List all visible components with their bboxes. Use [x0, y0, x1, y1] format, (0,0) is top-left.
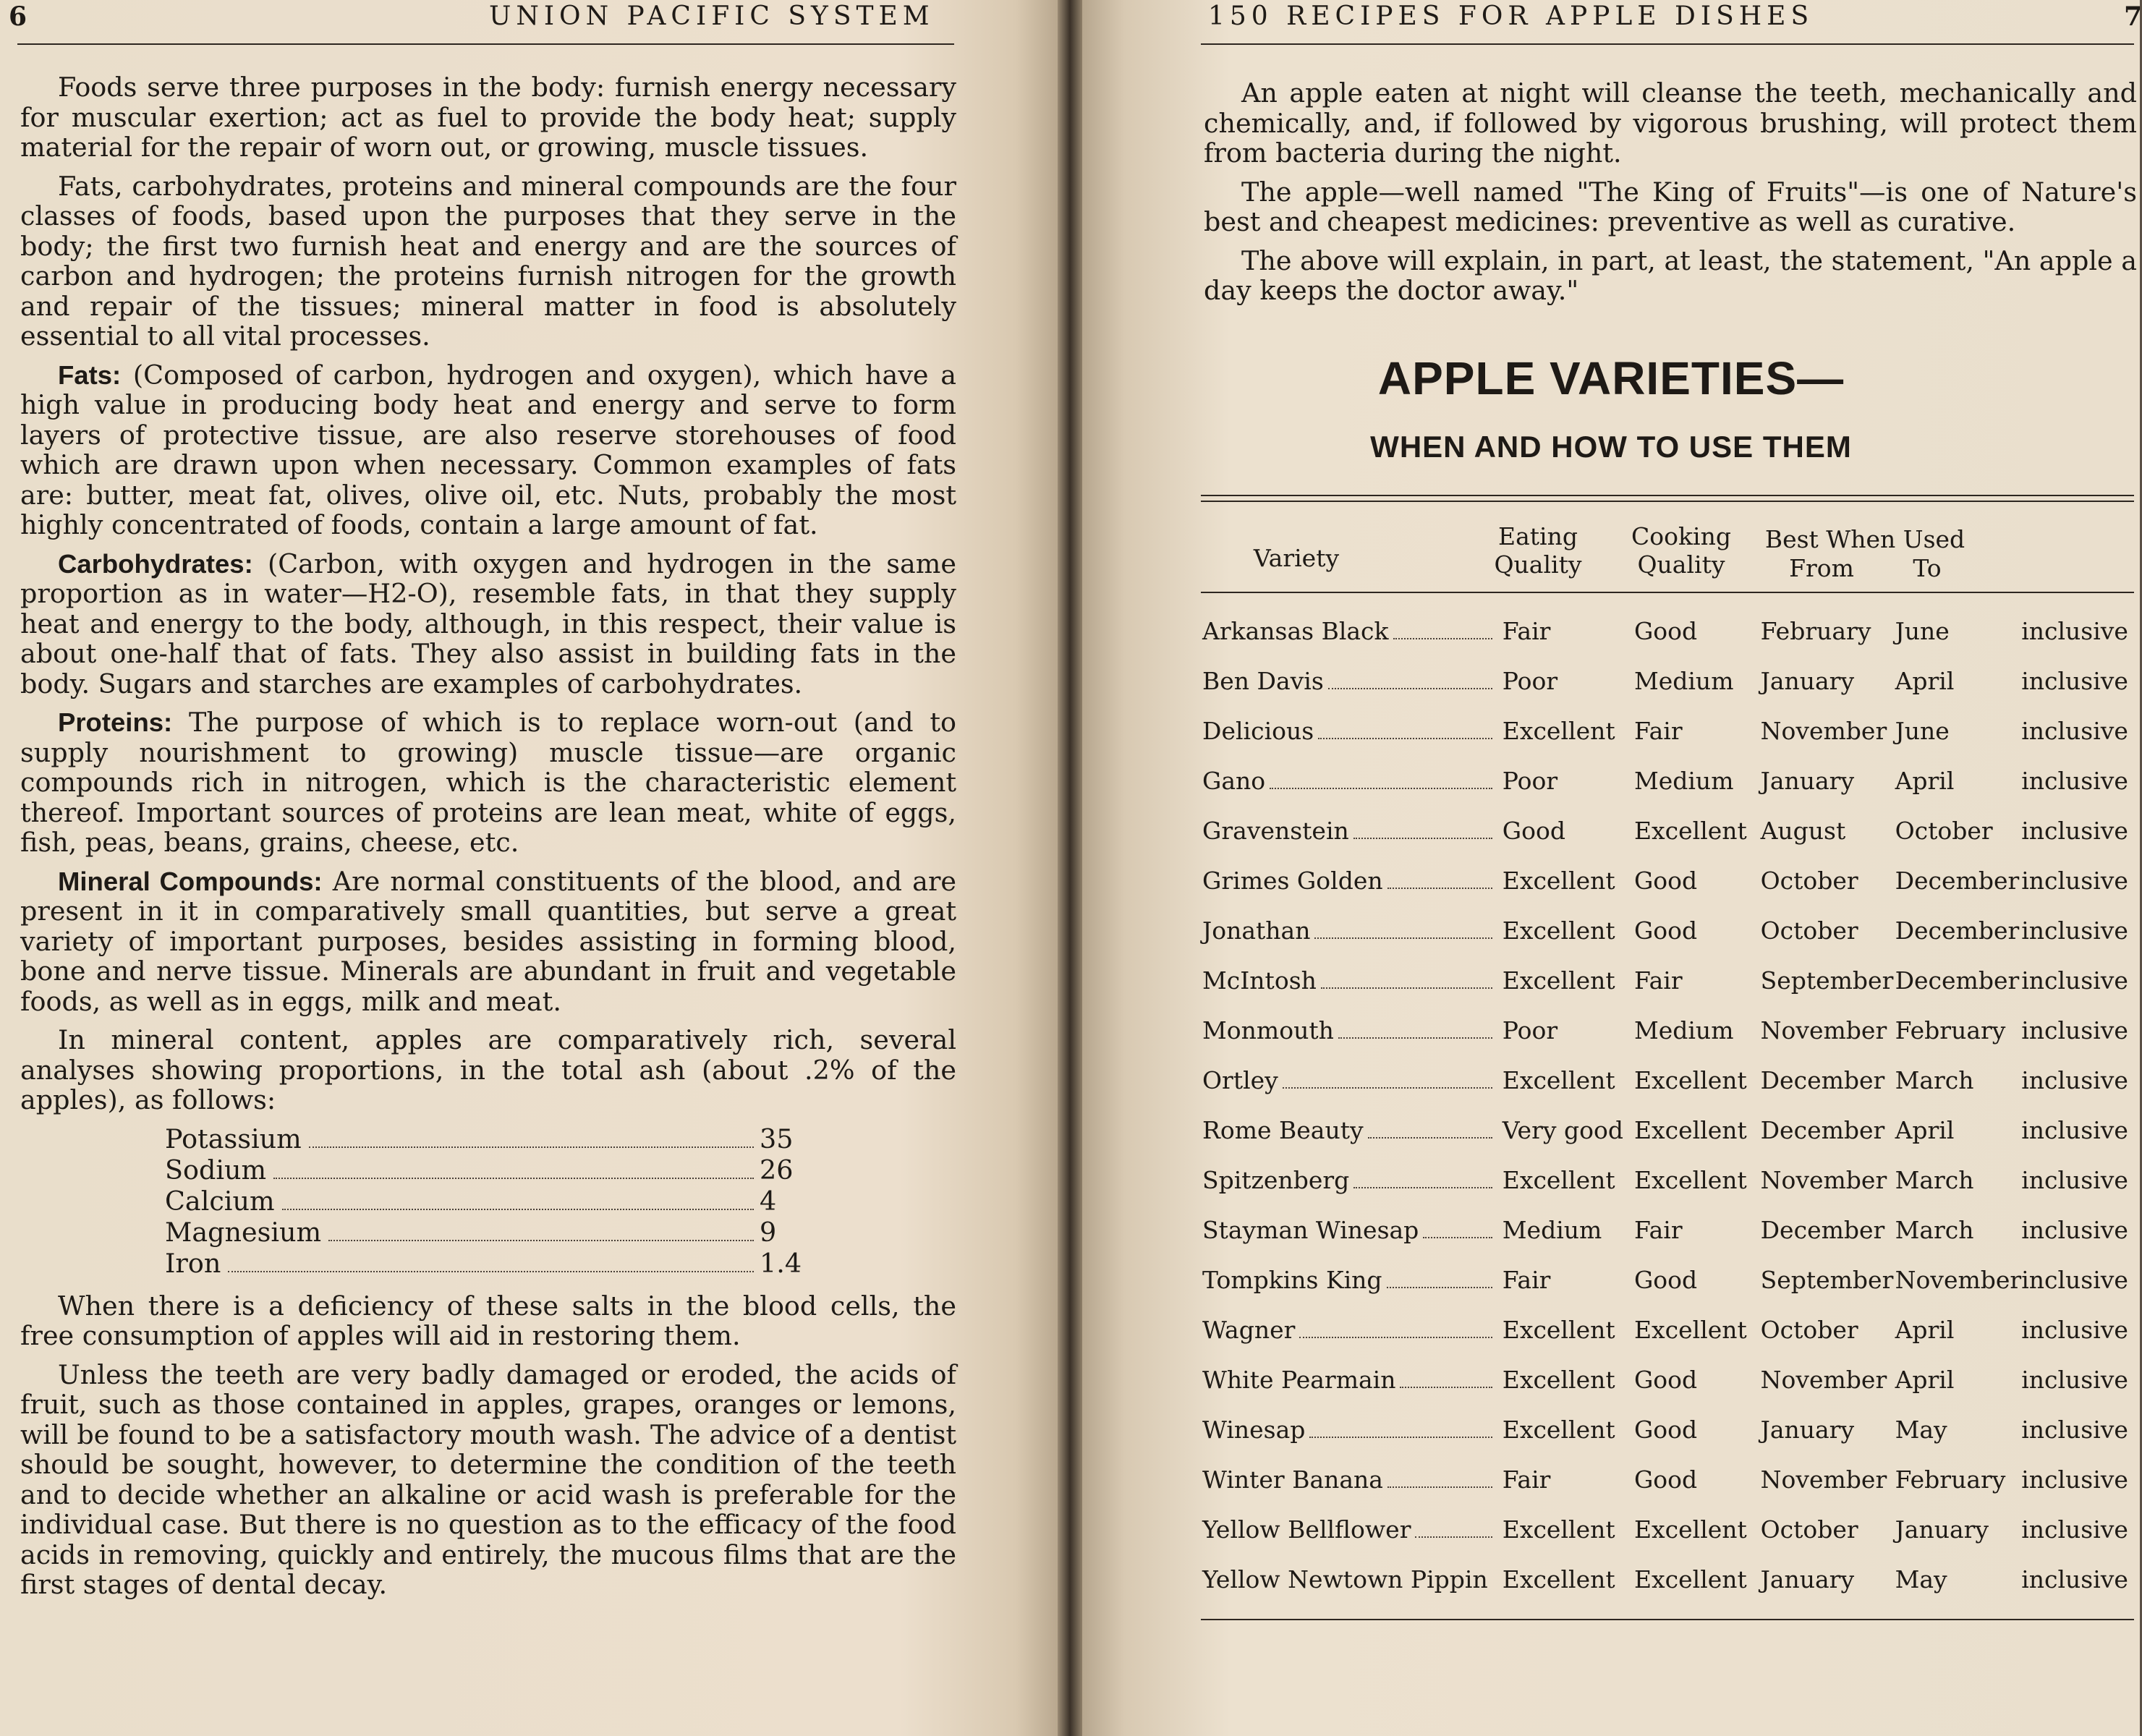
variety-cell [1202, 1554, 1503, 1604]
cooking-quality-cell: Good [1633, 1465, 1698, 1494]
right-page [1082, 0, 2140, 1736]
table-row [1202, 1455, 2128, 1505]
to-month-cell: April [1895, 1316, 1955, 1344]
variety-label [1202, 966, 1503, 995]
cooking-quality-cell: Excellent [1633, 1066, 1747, 1094]
variety-label [1202, 1216, 1503, 1245]
header-from: From [1789, 554, 1854, 582]
variety-name: Winesap [1202, 1415, 1306, 1444]
to-month-cell: April [1895, 667, 1955, 695]
from-month-cell: November [1760, 1366, 1887, 1394]
leader-dots [1309, 1437, 1492, 1438]
mineral-row [165, 1217, 816, 1248]
deficiency-paragraph: When there is a deficiency of these salts in the blood cells, the free consumption of apples will aid in restoring them. [20, 1290, 956, 1351]
header-best-when-used: Best When Used [1764, 525, 1965, 553]
cooking-quality-cell: Medium [1633, 767, 1734, 795]
eating-quality-cell: Excellent [1502, 1515, 1615, 1544]
leader-dots [328, 1240, 754, 1241]
cooking-quality-cell: Excellent [1633, 1316, 1747, 1344]
variety-cell [1202, 1055, 1503, 1105]
inclusive-cell: inclusive [2021, 1066, 2128, 1094]
mineral-content-paragraph: In mineral content, apples are comparatively rich, several analyses showing proportions, in the total ash (about .2% of the apples), as follows: [20, 1024, 956, 1115]
variety-label [1202, 617, 1503, 646]
teeth-paragraph: Unless the teeth are very badly damaged or eroded, the acids of fruit, such as those contained in apples, grapes, oranges or lemons, will be found to be a satisfactory mouth wash. The advice of a dentist should be sought, however, to determine the condition of the teeth and to decide whether an alkaline or acid wash is preferable for the individual case. But there is no question as to the efficacy of the food acids in removing, quickly and entirely, the mucous films that are the first stages of dental decay. [20, 1358, 956, 1600]
variety-name: Ortley [1202, 1065, 1278, 1094]
apple-varieties-table [1202, 606, 2128, 1604]
inclusive-cell: inclusive [2021, 1016, 2128, 1044]
cooking-quality-cell: Excellent [1633, 1565, 1747, 1594]
carbohydrates-text: (Carbon, with oxygen and hydrogen in the same proportion as in water—H2-O), resemble fats, in that they supply heat and energy to the body, although, in this respect, their value is about one-half that of fats. They also assist in building fats in the body. Sugars and starches are examples of carbohydrates. [20, 548, 956, 699]
from-month-cell: January [1760, 767, 1855, 795]
variety-label [1202, 867, 1503, 895]
from-month-cell: December [1760, 1216, 1885, 1244]
eating-quality-cell: Poor [1502, 667, 1558, 695]
leader-dots [282, 1209, 754, 1210]
variety-cell [1202, 1305, 1503, 1355]
leader-dots [1400, 1387, 1492, 1388]
leader-dots [309, 1146, 754, 1148]
table-row [1202, 1155, 2128, 1205]
variety-cell [1202, 656, 1503, 706]
to-month-cell: May [1895, 1416, 1947, 1444]
variety-cell [1202, 956, 1503, 1005]
inclusive-cell: inclusive [2021, 1116, 2128, 1144]
inclusive-cell: inclusive [2021, 1316, 2128, 1344]
from-month-cell: January [1760, 1565, 1855, 1594]
mineral-value: 4 [760, 1185, 777, 1217]
from-month-cell: January [1760, 1416, 1855, 1444]
fats-text: (Composed of carbon, hydrogen and oxygen), which have a high value in producing body heat and energy and serve to form layers of protective tissue, are also reserve storehouses of food which are drawn upon when necessary. Common examples of fats are: butter, meat fat, olives, olive oil, etc. Nuts, probably the most highly concentrated of foods, contain a large amount of fat. [20, 359, 956, 540]
leader-dots [1318, 738, 1492, 739]
from-month-cell: November [1760, 1465, 1887, 1494]
header-eating-quality: Eating Quality [1494, 522, 1582, 579]
page-number-left: 6 [9, 1, 27, 32]
from-month-cell: December [1760, 1116, 1885, 1144]
to-month-cell: February [1895, 1465, 2006, 1494]
table-row [1202, 856, 2128, 906]
proteins-term: Proteins: [58, 707, 173, 737]
variety-cell [1202, 1105, 1503, 1155]
from-month-cell: October [1760, 916, 1858, 945]
inclusive-cell: inclusive [2021, 867, 2128, 895]
eating-quality-cell: Fair [1502, 1266, 1551, 1294]
variety-name: Wagner [1202, 1315, 1296, 1344]
table-row [1202, 1005, 2128, 1055]
from-month-cell: August [1760, 817, 1846, 845]
variety-label [1202, 767, 1503, 796]
leader-dots [1353, 838, 1492, 839]
header-cooking-quality: Cooking Quality [1631, 522, 1731, 579]
proteins-paragraph [20, 707, 956, 858]
variety-cell [1202, 1155, 1503, 1205]
book-gutter [1058, 0, 1082, 1736]
from-month-cell: October [1760, 867, 1858, 895]
table-row [1202, 1255, 2128, 1305]
variety-cell [1202, 756, 1503, 806]
leader-dots [1368, 1137, 1492, 1139]
leader-dots [1387, 1486, 1492, 1488]
variety-label [1202, 1366, 1503, 1395]
mineral-value: 26 [760, 1154, 794, 1186]
cooking-quality-cell: Medium [1633, 1016, 1734, 1044]
cooking-quality-cell: Excellent [1633, 1515, 1747, 1544]
to-month-cell: October [1895, 817, 1993, 845]
table-row [1202, 1305, 2128, 1355]
cooking-quality-cell: Excellent [1633, 817, 1747, 845]
page-number-right: 7 [2124, 1, 2142, 32]
variety-label [1202, 1166, 1503, 1195]
to-month-cell: April [1895, 1116, 1955, 1144]
leader-dots [273, 1178, 754, 1179]
mineral-compounds-paragraph [20, 867, 956, 1017]
inclusive-cell: inclusive [2021, 667, 2128, 695]
variety-name: Monmouth [1202, 1016, 1334, 1044]
leader-dots [228, 1271, 754, 1272]
eating-quality-cell: Excellent [1502, 717, 1615, 745]
table-row [1202, 706, 2128, 756]
table-row [1202, 1355, 2128, 1405]
left-page [0, 0, 1058, 1736]
header-to: To [1913, 554, 1942, 582]
variety-label [1202, 1116, 1503, 1145]
cooking-quality-cell: Good [1633, 916, 1698, 945]
variety-cell [1202, 856, 1503, 906]
food-classes-paragraph: Fats, carbohydrates, proteins and mineral compounds are the four classes of foods, based upon the purposes that they serve in the body; the first two furnish heat and energy and are the sources of carbon and hydrogen; the proteins furnish nitrogen for the growth and repair of the tissues; mineral matter in food is absolutely essential to all vital processes. [20, 170, 956, 352]
to-month-cell: February [1895, 1016, 2006, 1044]
from-month-cell: September [1760, 966, 1894, 995]
from-month-cell: November [1760, 1166, 1887, 1194]
eating-quality-cell: Excellent [1502, 1416, 1615, 1444]
inclusive-cell: inclusive [2021, 1565, 2128, 1594]
from-month-cell: February [1760, 617, 1871, 645]
to-month-cell: March [1895, 1216, 1974, 1244]
leader-dots [1283, 1087, 1492, 1089]
eating-quality-cell: Excellent [1502, 1366, 1615, 1394]
apple-a-day-paragraph: The above will explain, in part, at least, the statement, "An apple a day keeps the doctor away." [1204, 244, 2137, 306]
variety-cell [1202, 1255, 1503, 1305]
variety-cell [1202, 1405, 1503, 1455]
inclusive-cell: inclusive [2021, 617, 2128, 645]
cooking-quality-cell: Good [1633, 1366, 1698, 1394]
variety-label [1202, 1515, 1503, 1544]
header-rule-left [17, 43, 954, 45]
table-bottom-rule [1201, 1619, 2134, 1620]
eating-quality-cell: Excellent [1502, 1066, 1615, 1094]
leader-dots [1338, 1037, 1492, 1039]
cooking-quality-cell: Fair [1633, 717, 1683, 745]
variety-name: Grimes Golden [1202, 866, 1383, 895]
inclusive-cell: inclusive [2021, 817, 2128, 845]
leader-dots [1321, 987, 1492, 989]
leader-dots [1314, 937, 1492, 939]
from-month-cell: November [1760, 717, 1887, 745]
mineral-value: 9 [760, 1216, 777, 1248]
section-subtitle: WHEN AND HOW TO USE THEM [1370, 430, 1852, 464]
table-header-rule [1201, 592, 2134, 593]
mineral-row [165, 1155, 816, 1186]
variety-name: Ben Davis [1202, 666, 1324, 695]
inclusive-cell: inclusive [2021, 1216, 2128, 1244]
eating-quality-cell: Excellent [1502, 867, 1615, 895]
inclusive-cell: inclusive [2021, 1465, 2128, 1494]
inclusive-cell: inclusive [2021, 767, 2128, 795]
cooking-quality-cell: Fair [1633, 966, 1683, 995]
variety-label [1202, 1066, 1503, 1095]
variety-name: Winter Banana [1202, 1465, 1383, 1494]
mineral-compounds-text: Are normal constituents of the blood, and are present in it in comparatively small quantities, but serve a great variety of important purposes, besides assisting in forming blood, bone and nerve tissue. Minerals are abundant in fruit and vegetable foods, as well as in eggs, milk and meat. [20, 865, 956, 1017]
leader-dots [1387, 888, 1492, 889]
from-month-cell: October [1760, 1316, 1858, 1344]
variety-label [1202, 1016, 1503, 1045]
mineral-name: Calcium [165, 1185, 275, 1217]
inclusive-cell: inclusive [2021, 1166, 2128, 1194]
proteins-text: The purpose of which is to replace worn-out (and to supply nourishment to growing) muscle tissue—are organic compounds rich in nitrogen, which is the characteristic element thereof. Important sources of proteins are lean meat, white of eggs, fish, peas, beans, grains, cheese, etc. [20, 707, 956, 858]
variety-label [1202, 1465, 1503, 1494]
inclusive-cell: inclusive [2021, 1515, 2128, 1544]
from-month-cell: December [1760, 1066, 1885, 1094]
table-row [1202, 606, 2128, 656]
eating-quality-cell: Very good [1502, 1116, 1623, 1144]
variety-name: Gravenstein [1202, 816, 1349, 845]
eating-quality-cell: Excellent [1502, 1316, 1615, 1344]
variety-name: White Pearmain [1202, 1365, 1396, 1394]
eating-quality-cell: Excellent [1502, 966, 1615, 995]
to-month-cell: January [1895, 1515, 1989, 1544]
leader-dots [1299, 1337, 1492, 1338]
table-row [1202, 1554, 2128, 1604]
inclusive-cell: inclusive [2021, 1416, 2128, 1444]
cooking-quality-cell: Medium [1633, 667, 1734, 695]
eating-quality-cell: Excellent [1502, 1166, 1615, 1194]
variety-label [1202, 1266, 1503, 1295]
header-rule-right [1201, 43, 2134, 45]
variety-label [1202, 916, 1503, 945]
leader-dots [1270, 788, 1492, 789]
mineral-list [165, 1124, 816, 1280]
inclusive-cell: inclusive [2021, 916, 2128, 945]
variety-cell [1202, 1355, 1503, 1405]
inclusive-cell: inclusive [2021, 1366, 2128, 1394]
inclusive-cell: inclusive [2021, 966, 2128, 995]
leader-dots [1353, 1187, 1492, 1188]
mineral-name: Magnesium [165, 1216, 322, 1248]
table-row [1202, 1505, 2128, 1554]
table-row [1202, 1405, 2128, 1455]
cooking-quality-cell: Good [1633, 617, 1698, 645]
header-variety: Variety [1253, 544, 1340, 572]
mineral-compounds-term: Mineral Compounds: [58, 866, 323, 896]
section-title: APPLE VARIETIES— [1377, 352, 1845, 404]
right-text-column [1204, 78, 2137, 315]
fats-term: Fats: [58, 359, 122, 390]
table-row [1202, 1205, 2128, 1255]
night-apple-paragraph: An apple eaten at night will cleanse the teeth, mechanically and chemically, and, if followed by vigorous brushing, will protect them from bacteria during the night. [1204, 77, 2137, 169]
cooking-quality-cell: Good [1633, 1266, 1698, 1294]
variety-cell [1202, 906, 1503, 956]
variety-name: Jonathan [1202, 916, 1311, 945]
variety-cell [1202, 706, 1503, 756]
fats-paragraph [20, 360, 956, 540]
variety-cell [1202, 1505, 1503, 1554]
left-text-column [20, 72, 956, 1609]
apple-table-body [1202, 606, 2128, 1604]
mineral-row [165, 1248, 816, 1280]
eating-quality-cell: Poor [1502, 1016, 1558, 1044]
table-row [1202, 806, 2128, 856]
king-of-fruits-paragraph: The apple—well named "The King of Fruits"—is one of Nature's best and cheapest medicines: preventive as well as curative. [1204, 176, 2137, 237]
to-month-cell: November [1895, 1266, 2022, 1294]
inclusive-cell: inclusive [2021, 717, 2128, 745]
table-row [1202, 1055, 2128, 1105]
eating-quality-cell: Fair [1502, 617, 1551, 645]
eating-quality-cell: Excellent [1502, 916, 1615, 945]
mineral-name: Sodium [165, 1154, 267, 1186]
variety-name: Delicious [1202, 716, 1314, 745]
running-head-left: UNION PACIFIC SYSTEM [489, 1, 935, 31]
to-month-cell: April [1895, 767, 1955, 795]
variety-cell [1202, 1455, 1503, 1505]
cooking-quality-cell: Excellent [1633, 1116, 1747, 1144]
eating-quality-cell: Excellent [1502, 1565, 1615, 1594]
variety-label [1202, 1416, 1503, 1444]
table-row [1202, 1105, 2128, 1155]
variety-name: Tompkins King [1202, 1265, 1382, 1294]
variety-name: Rome Beauty [1202, 1115, 1364, 1144]
carbohydrates-paragraph [20, 549, 956, 699]
variety-name: McIntosh [1202, 966, 1317, 995]
from-month-cell: January [1760, 667, 1855, 695]
to-month-cell: December [1895, 916, 2020, 945]
leader-dots [1423, 1237, 1492, 1238]
variety-label [1202, 717, 1503, 746]
mineral-value: 1.4 [760, 1247, 802, 1279]
running-head-right: 150 RECIPES FOR APPLE DISHES [1208, 1, 1814, 31]
cooking-quality-cell: Fair [1633, 1216, 1683, 1244]
variety-cell [1202, 606, 1503, 656]
from-month-cell: September [1760, 1266, 1894, 1294]
variety-label [1202, 1565, 1503, 1594]
cooking-quality-cell: Excellent [1633, 1166, 1747, 1194]
eating-quality-cell: Fair [1502, 1465, 1551, 1494]
table-top-rule [1201, 495, 2134, 502]
variety-name: Spitzenberg [1202, 1165, 1350, 1194]
table-row [1202, 656, 2128, 706]
variety-label [1202, 1316, 1503, 1345]
carbohydrates-term: Carbohydrates: [58, 548, 253, 579]
to-month-cell: December [1895, 966, 2020, 995]
leader-dots [1387, 1287, 1492, 1288]
variety-name: Yellow Newtown Pippin [1202, 1565, 1488, 1594]
mineral-value: 35 [760, 1123, 794, 1154]
variety-name: Stayman Winesap [1202, 1215, 1419, 1244]
to-month-cell: March [1895, 1066, 1974, 1094]
variety-name: Yellow Bellflower [1202, 1515, 1411, 1544]
inclusive-cell: inclusive [2021, 1266, 2128, 1294]
variety-cell [1202, 1205, 1503, 1255]
mineral-row [165, 1124, 816, 1155]
cooking-quality-cell: Good [1633, 867, 1698, 895]
to-month-cell: December [1895, 867, 2020, 895]
variety-cell [1202, 1005, 1503, 1055]
leader-dots [1328, 688, 1492, 689]
mineral-row [165, 1186, 816, 1217]
variety-label [1202, 817, 1503, 846]
leader-dots [1393, 638, 1492, 639]
cooking-quality-cell: Good [1633, 1416, 1698, 1444]
eating-quality-cell: Medium [1502, 1216, 1602, 1244]
variety-name: Arkansas Black [1202, 616, 1389, 645]
mineral-name: Potassium [165, 1123, 302, 1154]
variety-cell [1202, 806, 1503, 856]
table-row [1202, 756, 2128, 806]
variety-label [1202, 667, 1503, 696]
to-month-cell: April [1895, 1366, 1955, 1394]
eating-quality-cell: Good [1502, 817, 1565, 845]
to-month-cell: June [1895, 617, 1950, 645]
to-month-cell: March [1895, 1166, 1974, 1194]
to-month-cell: June [1895, 717, 1950, 745]
eating-quality-cell: Poor [1502, 767, 1558, 795]
intro-paragraph: Foods serve three purposes in the body: furnish energy necessary for muscular exertion; act as fuel to provide the body heat; supply material for the repair of worn out, or growing, muscle tissues. [20, 72, 956, 163]
table-row [1202, 906, 2128, 956]
variety-name: Gano [1202, 766, 1266, 795]
to-month-cell: May [1895, 1565, 1947, 1594]
table-row [1202, 956, 2128, 1005]
mineral-name: Iron [165, 1247, 221, 1279]
from-month-cell: October [1760, 1515, 1858, 1544]
leader-dots [1415, 1536, 1492, 1538]
from-month-cell: November [1760, 1016, 1887, 1044]
